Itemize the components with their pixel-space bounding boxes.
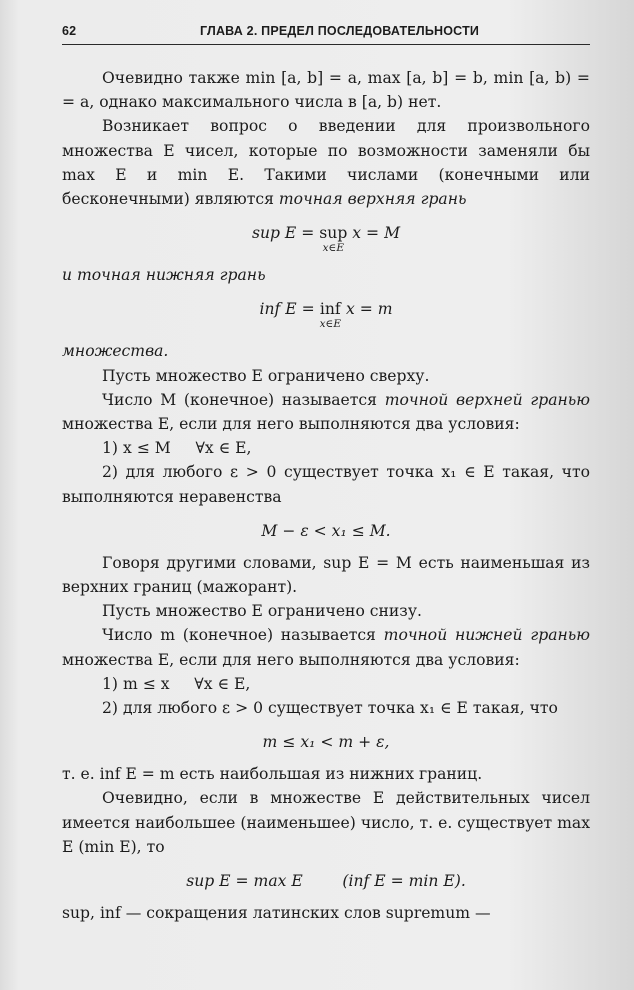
paragraph-question-text: Возникает вопрос о введении для произвольного множества E чисел, которые по возможности заменяли бы max E и min E. Такими числами (конечными или бесконечными) являются <box>62 117 590 209</box>
inf-condition-1: 1) m ≤ x ∀x ∈ E, <box>102 674 251 693</box>
inf-operator-name: inf <box>319 300 341 319</box>
formula-sup-max: sup E = max E (inf E = min E). <box>186 872 466 891</box>
paragraph-inf-meaning: т. е. inf E = m есть наибольшая из нижних границ. <box>62 765 483 784</box>
inf-operator <box>320 299 341 329</box>
formula-sup-left: sup E = <box>251 224 315 243</box>
formula-sup-right: x = M <box>352 224 401 243</box>
sup-operator-name: sup <box>319 224 348 243</box>
page-number: 62 <box>62 24 77 38</box>
formula-inf-right: x = m <box>345 300 393 319</box>
term-infimum: и точная нижняя грань <box>62 266 266 285</box>
running-header <box>62 24 590 45</box>
inf-def-start: Число m (конечное) называется <box>102 626 376 645</box>
term-set: множества. <box>62 342 169 361</box>
paragraph-abbreviation: sup, inf — сокращения латинских слов supremum — <box>62 904 491 923</box>
chapter-title: ГЛАВА 2. ПРЕДЕЛ ПОСЛЕДОВАТЕЛЬНОСТИ <box>200 24 480 38</box>
page-body <box>62 66 590 925</box>
paragraph-min-max: Очевидно также min [a, b] = a, max [a, b] = b, min [a, b) = = a, однако максимального числа в [a, b) нет. <box>62 69 590 112</box>
paragraph-inf-definition <box>62 623 590 671</box>
inf-subscript: x∈E <box>319 318 341 331</box>
sup-operator <box>319 223 347 253</box>
paragraph-infimum-intro <box>62 263 590 287</box>
formula-sup-inequality: M − ε < x₁ ≤ M. <box>261 521 391 540</box>
sup-def-start: Число M (конечное) называется <box>102 390 377 409</box>
sup-def-end: множества E, если для него выполняются два условия: <box>62 415 520 434</box>
formula-sup <box>62 223 590 253</box>
paragraph-set-word <box>62 339 590 363</box>
paragraph-sup-meaning: Говоря другими словами, sup E = M есть наименьшая из верхних границ (мажорант). <box>62 553 590 597</box>
inf-condition-2: 2) для любого ε > 0 существует точка x₁ ∈ E такая, что <box>102 699 558 718</box>
inf-def-end: множества E, если для него выполняются два условия: <box>62 650 520 669</box>
term-supremum: точная верхняя грань <box>278 190 467 209</box>
term-sup-definition: точной верхней гранью <box>384 390 590 409</box>
term-inf-definition: точной нижней гранью <box>383 626 590 645</box>
paragraph-max-min: Очевидно, если в множестве E действительных чисел имеется наибольшее (наименьшее) число, т. е. существует max E (min E), то <box>62 789 590 856</box>
paragraph-question <box>62 114 590 211</box>
paragraph-sup-definition <box>62 388 590 436</box>
sup-subscript: x∈E <box>322 242 344 255</box>
sup-condition-2: 2) для любого ε > 0 существует точка x₁ ∈ E такая, что выполняются неравенства <box>62 463 590 506</box>
formula-inf <box>62 299 590 329</box>
formula-inf-inequality: m ≤ x₁ < m + ε, <box>262 733 390 752</box>
paragraph-bounded-above: Пусть множество E ограничено сверху. <box>102 366 430 385</box>
sup-condition-1: 1) x ≤ M ∀x ∈ E, <box>102 439 252 458</box>
paragraph-bounded-below: Пусть множество E ограничено снизу. <box>102 602 422 621</box>
formula-inf-left: inf E = <box>259 300 315 319</box>
